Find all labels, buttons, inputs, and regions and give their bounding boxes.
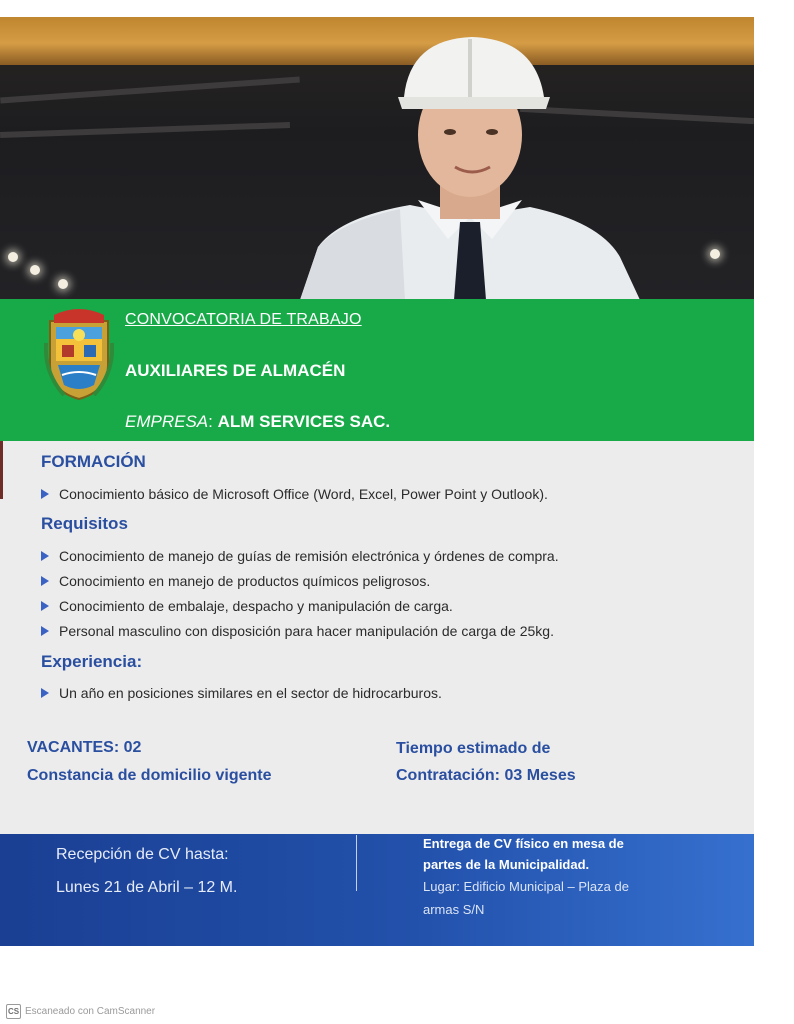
banner-subtitle: CONVOCATORIA DE TRABAJO [125, 311, 362, 328]
heading-formacion: FORMACIÓN [41, 452, 146, 471]
list-item: Personal masculino con disposición para hacer manipulación de carga de 25kg. [41, 623, 554, 639]
company-name: ALM SERVICES SAC. [217, 412, 391, 431]
banner-title: AUXILIARES DE ALMACÉN [125, 361, 346, 380]
bullet-triangle-icon [41, 576, 49, 586]
company-separator: : [208, 412, 218, 431]
municipal-crest [44, 303, 114, 403]
list-item: Un año en posiciones similares en el sector de hidrocarburos. [41, 685, 442, 701]
hero-photo [0, 17, 754, 300]
lugar-line1: Lugar: Edificio Municipal – Plaza de [423, 879, 629, 894]
tiempo-line1: Tiempo estimado de [396, 740, 551, 757]
camscanner-watermark [6, 1004, 155, 1019]
bullet-triangle-icon [41, 626, 49, 636]
recepcion-date: Lunes 21 de Abril – 12 M. [56, 879, 238, 896]
entrega-line1: Entrega de CV físico en mesa de [423, 836, 624, 851]
bullet-triangle-icon [41, 601, 49, 611]
constancia-text: Constancia de domicilio vigente [27, 767, 272, 784]
banner-company [125, 412, 390, 432]
bullet-triangle-icon [41, 489, 49, 499]
list-item: Conocimiento de manejo de guías de remisión electrónica y órdenes de compra. [41, 548, 559, 564]
company-label: EMPRESA [125, 412, 209, 431]
lugar-line2: armas S/N [423, 902, 485, 917]
list-item: Conocimiento básico de Microsoft Office (Word, Excel, Power Point y Outlook). [41, 486, 548, 502]
entrega-line2: partes de la Municipalidad. [423, 857, 590, 872]
bullet-triangle-icon [41, 688, 49, 698]
footer-divider [356, 835, 357, 891]
camscanner-logo: CS [6, 1004, 21, 1019]
worker-figure [0, 17, 754, 300]
bullet-triangle-icon [41, 551, 49, 561]
heading-requisitos: Requisitos [41, 514, 128, 533]
tiempo-line2: Contratación: 03 Meses [396, 767, 576, 784]
recepcion-label: Recepción de CV hasta: [56, 846, 229, 863]
photo-edge [0, 441, 3, 499]
list-item: Conocimiento de embalaje, despacho y manipulación de carga. [41, 598, 453, 614]
list-item: Conocimiento en manejo de productos químicos peligrosos. [41, 573, 430, 589]
vacantes-text: VACANTES: 02 [27, 739, 142, 756]
heading-experiencia: Experiencia: [41, 652, 143, 671]
watermark-text: Escaneado con CamScanner [25, 1006, 156, 1017]
